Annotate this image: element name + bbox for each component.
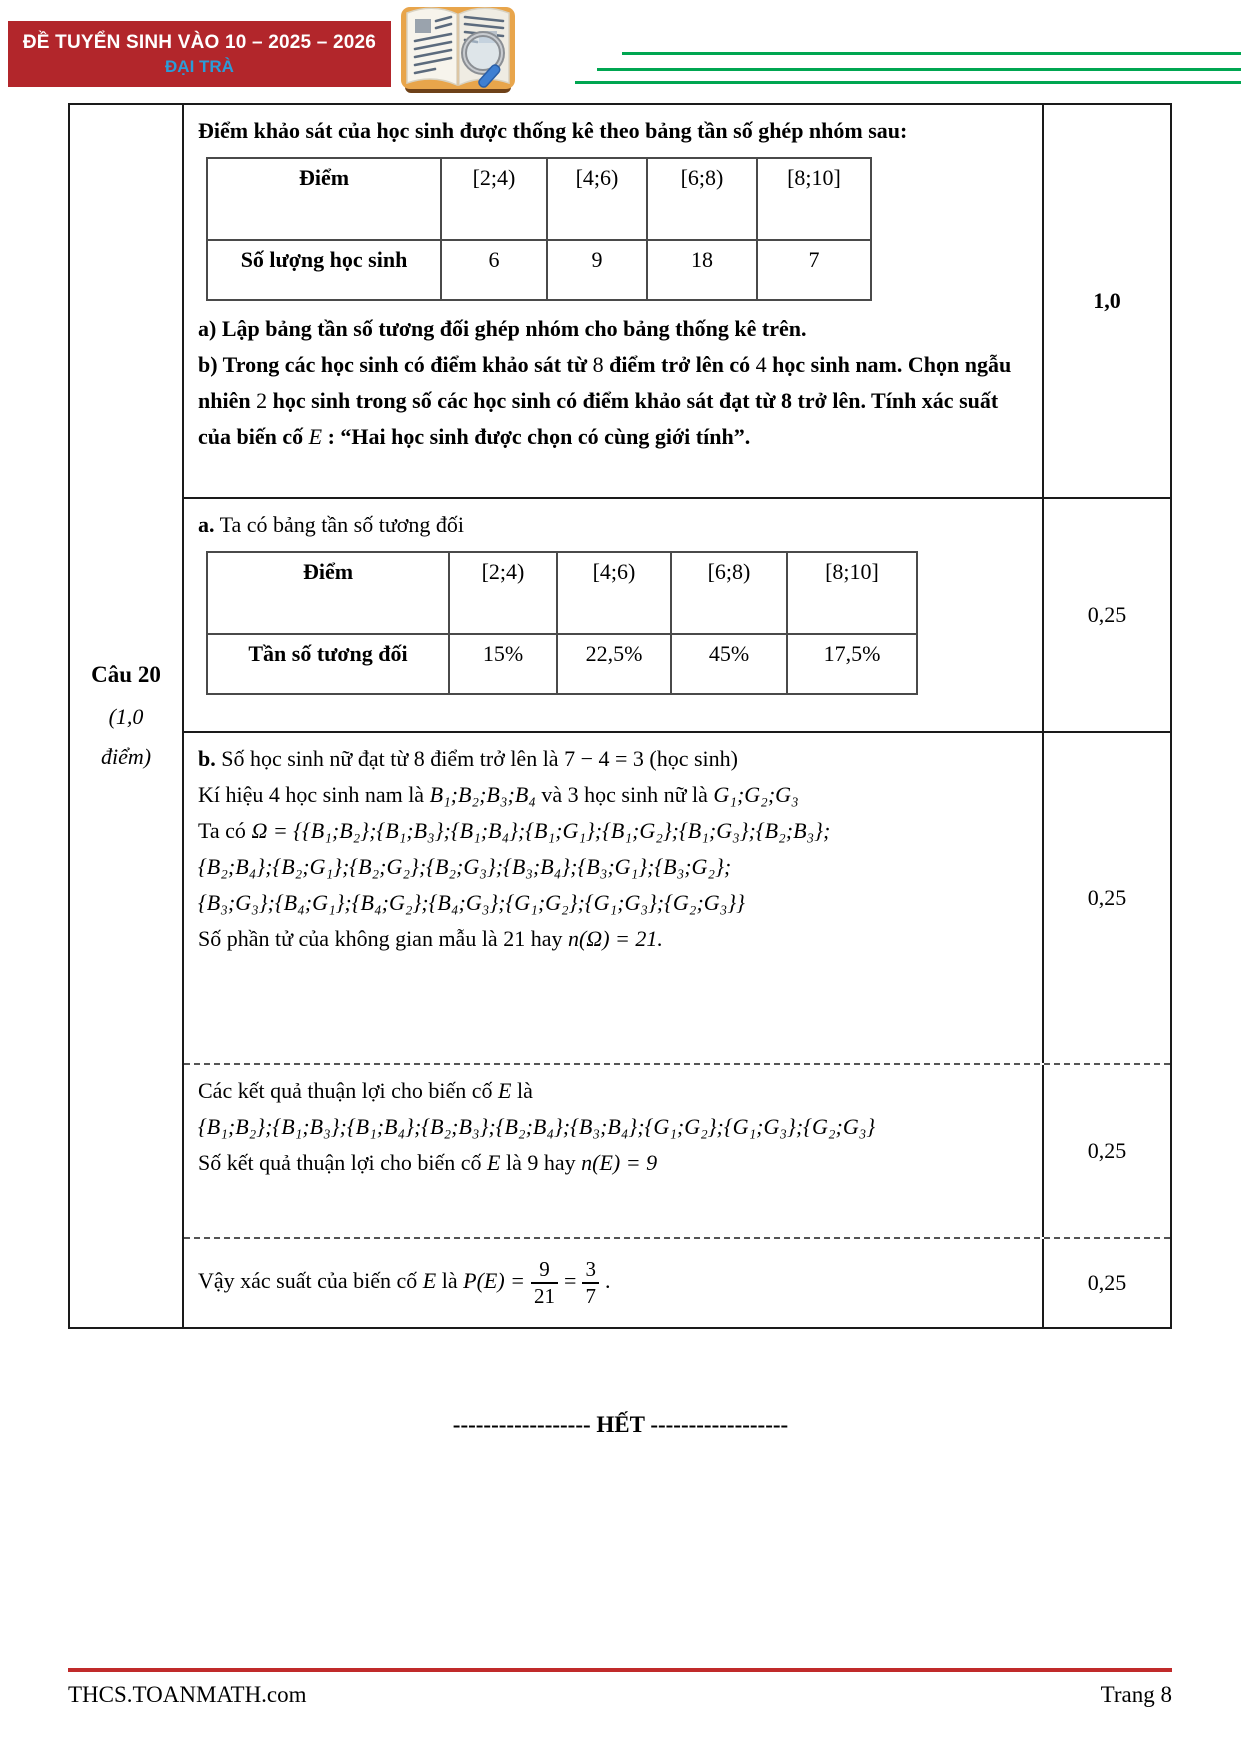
- text-run: Kí hiệu 4 học sinh nam là: [198, 782, 430, 807]
- interval-cell: [8;10]: [787, 552, 917, 634]
- relative-frequency-value-row: [207, 634, 917, 694]
- interval-cell: [6;8): [671, 552, 787, 634]
- answer-b-line-1: [198, 741, 1028, 777]
- answer-rows: [184, 105, 1170, 1327]
- fraction-9-21: [531, 1257, 558, 1309]
- question-points-note-1: (1,0: [108, 703, 144, 729]
- outcomes-line-1: [198, 1073, 1028, 1109]
- percent-cell: 17,5%: [787, 634, 917, 694]
- count-cell: 6: [441, 240, 547, 300]
- question-row: [184, 105, 1170, 497]
- favourable-outcomes-content-cell: [184, 1065, 1044, 1237]
- question-content-cell: [184, 105, 1044, 497]
- title-banner: [8, 21, 391, 87]
- count-cell: 9: [547, 240, 647, 300]
- percent-cell: 15%: [449, 634, 557, 694]
- text-run: Các kết quả thuận lợi cho biến cố: [198, 1078, 498, 1103]
- interval-cell: [2;4): [449, 552, 557, 634]
- footer-page-number: Trang 8: [1100, 1682, 1172, 1707]
- question-part-b: [198, 347, 1028, 455]
- math-run: B₁;B₂;B₃;B₄: [429, 782, 536, 807]
- score-cell: 0,25: [1087, 1270, 1127, 1295]
- frequency-table-header-row: [207, 158, 871, 240]
- text-run: Ta có: [198, 818, 252, 843]
- green-rule-1: [622, 52, 1241, 55]
- text-run: .: [604, 1268, 611, 1294]
- end-of-exam-line: ------------------ HẾT ------------------: [452, 1412, 789, 1437]
- question-id: Câu 20: [91, 662, 161, 688]
- answer-b-content-cell: [184, 733, 1044, 1063]
- math-run: n(E) = 9: [581, 1150, 658, 1175]
- answer-b-line-5: [198, 885, 1028, 921]
- percent-cell: 22,5%: [557, 634, 671, 694]
- green-rule-3: [575, 81, 1241, 84]
- interval-cell: [8;10]: [757, 158, 871, 240]
- math-run: n(Ω) = 21.: [567, 926, 663, 951]
- answer-b-line-6: [198, 921, 1028, 957]
- math-run: 2: [256, 388, 268, 413]
- math-run: {B₃;G₃};{B₄;G₁};{B₄;G₂};{B₄;G₃};{G₁;G₂};{G₁;G₃};{G₂;G₃}}: [198, 890, 745, 915]
- frequency-table-value-row: [207, 240, 871, 300]
- text-run: và 3 học sinh nữ là: [535, 782, 714, 807]
- final-probability-line: [198, 1257, 610, 1309]
- fraction-3-7: [582, 1257, 599, 1309]
- question-points-note-2: điểm): [100, 744, 152, 770]
- score-cell: 1,0: [1093, 288, 1121, 313]
- score-cell: 0,25: [1087, 602, 1127, 627]
- relative-frequency-header-row: [207, 552, 917, 634]
- interval-cell: [2;4): [441, 158, 547, 240]
- text-run: là: [511, 1078, 533, 1103]
- math-run: {B₁;B₂};{B₁;B₃};{B₁;B₄};{B₂;B₃};{B₂;B₄};{B₃;B₄};{G₁;G₂};{G₁;G₃};{G₂;G₃}: [198, 1114, 876, 1139]
- math-run: 4: [755, 352, 767, 377]
- text-run: Số phần tử của không gian mẫu là 21 hay: [198, 926, 568, 951]
- interval-cell: [4;6): [557, 552, 671, 634]
- table-col-label: Điểm: [207, 158, 441, 240]
- favourable-outcomes-row: [184, 1063, 1170, 1237]
- score-cell: 0,25: [1087, 1138, 1127, 1163]
- answer-a-row: [184, 497, 1170, 731]
- math-run: G₁;G₂;G₃: [713, 782, 799, 807]
- text-run: Số kết quả thuận lợi cho biến cố: [198, 1150, 488, 1175]
- open-book-magnifier-icon: [391, 1, 525, 99]
- question-intro: Điểm khảo sát của học sinh được thống kê theo bảng tần số ghép nhóm sau:: [198, 118, 908, 143]
- text-run: Ta có bảng tần số tương đối: [214, 512, 465, 537]
- score-cell: 0,25: [1087, 885, 1127, 910]
- final-probability-row: [184, 1237, 1170, 1327]
- interval-cell: [6;8): [647, 158, 757, 240]
- footer-site: THCS.TOANMATH.com: [68, 1682, 307, 1707]
- relative-frequency-table: [206, 551, 918, 695]
- math-run: =: [564, 1268, 577, 1294]
- answer-b-line-2: [198, 777, 1028, 813]
- answer-b-label: b.: [198, 746, 216, 771]
- banner-title: ĐỀ TUYỂN SINH VÀO 10 – 2025 – 2026: [22, 31, 377, 53]
- math-run: E: [487, 1150, 501, 1175]
- footer-rule: [68, 1668, 1172, 1672]
- final-probability-content-cell: [184, 1239, 1044, 1327]
- banner-subtitle: ĐẠI TRÀ: [165, 56, 234, 76]
- text-run: b) Trong các học sinh có điểm khảo sát từ: [198, 352, 593, 377]
- math-run: E: [498, 1078, 512, 1103]
- text-run: Số học sinh nữ đạt từ 8 điểm trở lên là: [215, 746, 565, 771]
- outcomes-line-2: [198, 1109, 1028, 1145]
- math-run: Ω = {{B₁;B₂};{B₁;B₃};{B₁;B₄};{B₁;G₁};{B₁;G₂};{B₁;G₃};{B₂;B₃};: [251, 818, 831, 843]
- fraction-denominator: 7: [582, 1282, 599, 1309]
- math-run: {B₂;B₄};{B₂;G₁};{B₂;G₂};{B₂;G₃};{B₃;B₄};{B₃;G₁};{B₃;G₂};: [198, 854, 732, 879]
- green-rule-2: [597, 68, 1241, 71]
- math-run: E: [422, 1268, 437, 1294]
- answer-key-table: [68, 103, 1172, 1329]
- answer-a-line: [198, 507, 1028, 543]
- text-run: học sinh nam. Chọn ngẫu nhiên: [198, 352, 1012, 413]
- question-part-a: a) Lập bảng tần số tương đối ghép nhóm cho bảng thống kê trên.: [198, 316, 807, 341]
- math-run: 7 − 4 = 3: [564, 746, 644, 771]
- count-cell: 7: [757, 240, 871, 300]
- text-run: là 9 hay: [500, 1150, 582, 1175]
- text-run: điểm trở lên có: [603, 352, 756, 377]
- text-run: : “Hai học sinh được chọn có cùng giới tính”.: [322, 424, 751, 449]
- table-row-label: Tần số tương đối: [207, 634, 449, 694]
- question-label-cell: [70, 105, 184, 1327]
- math-run: 8: [592, 352, 604, 377]
- math-run: P(E) =: [463, 1268, 526, 1294]
- answer-b-line-4: [198, 849, 1028, 885]
- fraction-numerator: 9: [539, 1256, 550, 1281]
- text-run: học sinh trong số các học sinh có điểm khảo sát đạt từ 8 trở lên. Tính xác suất của biến cố: [198, 388, 999, 449]
- text-run: Vậy xác suất của biến cố: [198, 1268, 423, 1294]
- answer-b-line-3: [198, 813, 1028, 849]
- percent-cell: 45%: [671, 634, 787, 694]
- interval-cell: [4;6): [547, 158, 647, 240]
- fraction-numerator: 3: [585, 1256, 596, 1281]
- table-col-label: Điểm: [207, 552, 449, 634]
- table-row-label: Số lượng học sinh: [207, 240, 441, 300]
- answer-a-label: a.: [198, 512, 215, 537]
- fraction-denominator: 21: [531, 1282, 558, 1309]
- answer-b-row: [184, 731, 1170, 1063]
- answer-a-content-cell: [184, 499, 1044, 731]
- math-run: E: [308, 424, 323, 449]
- frequency-table: [206, 157, 872, 301]
- count-cell: 18: [647, 240, 757, 300]
- outcomes-line-3: [198, 1145, 1028, 1181]
- text-run: là: [436, 1268, 464, 1294]
- text-run: (học sinh): [643, 746, 738, 771]
